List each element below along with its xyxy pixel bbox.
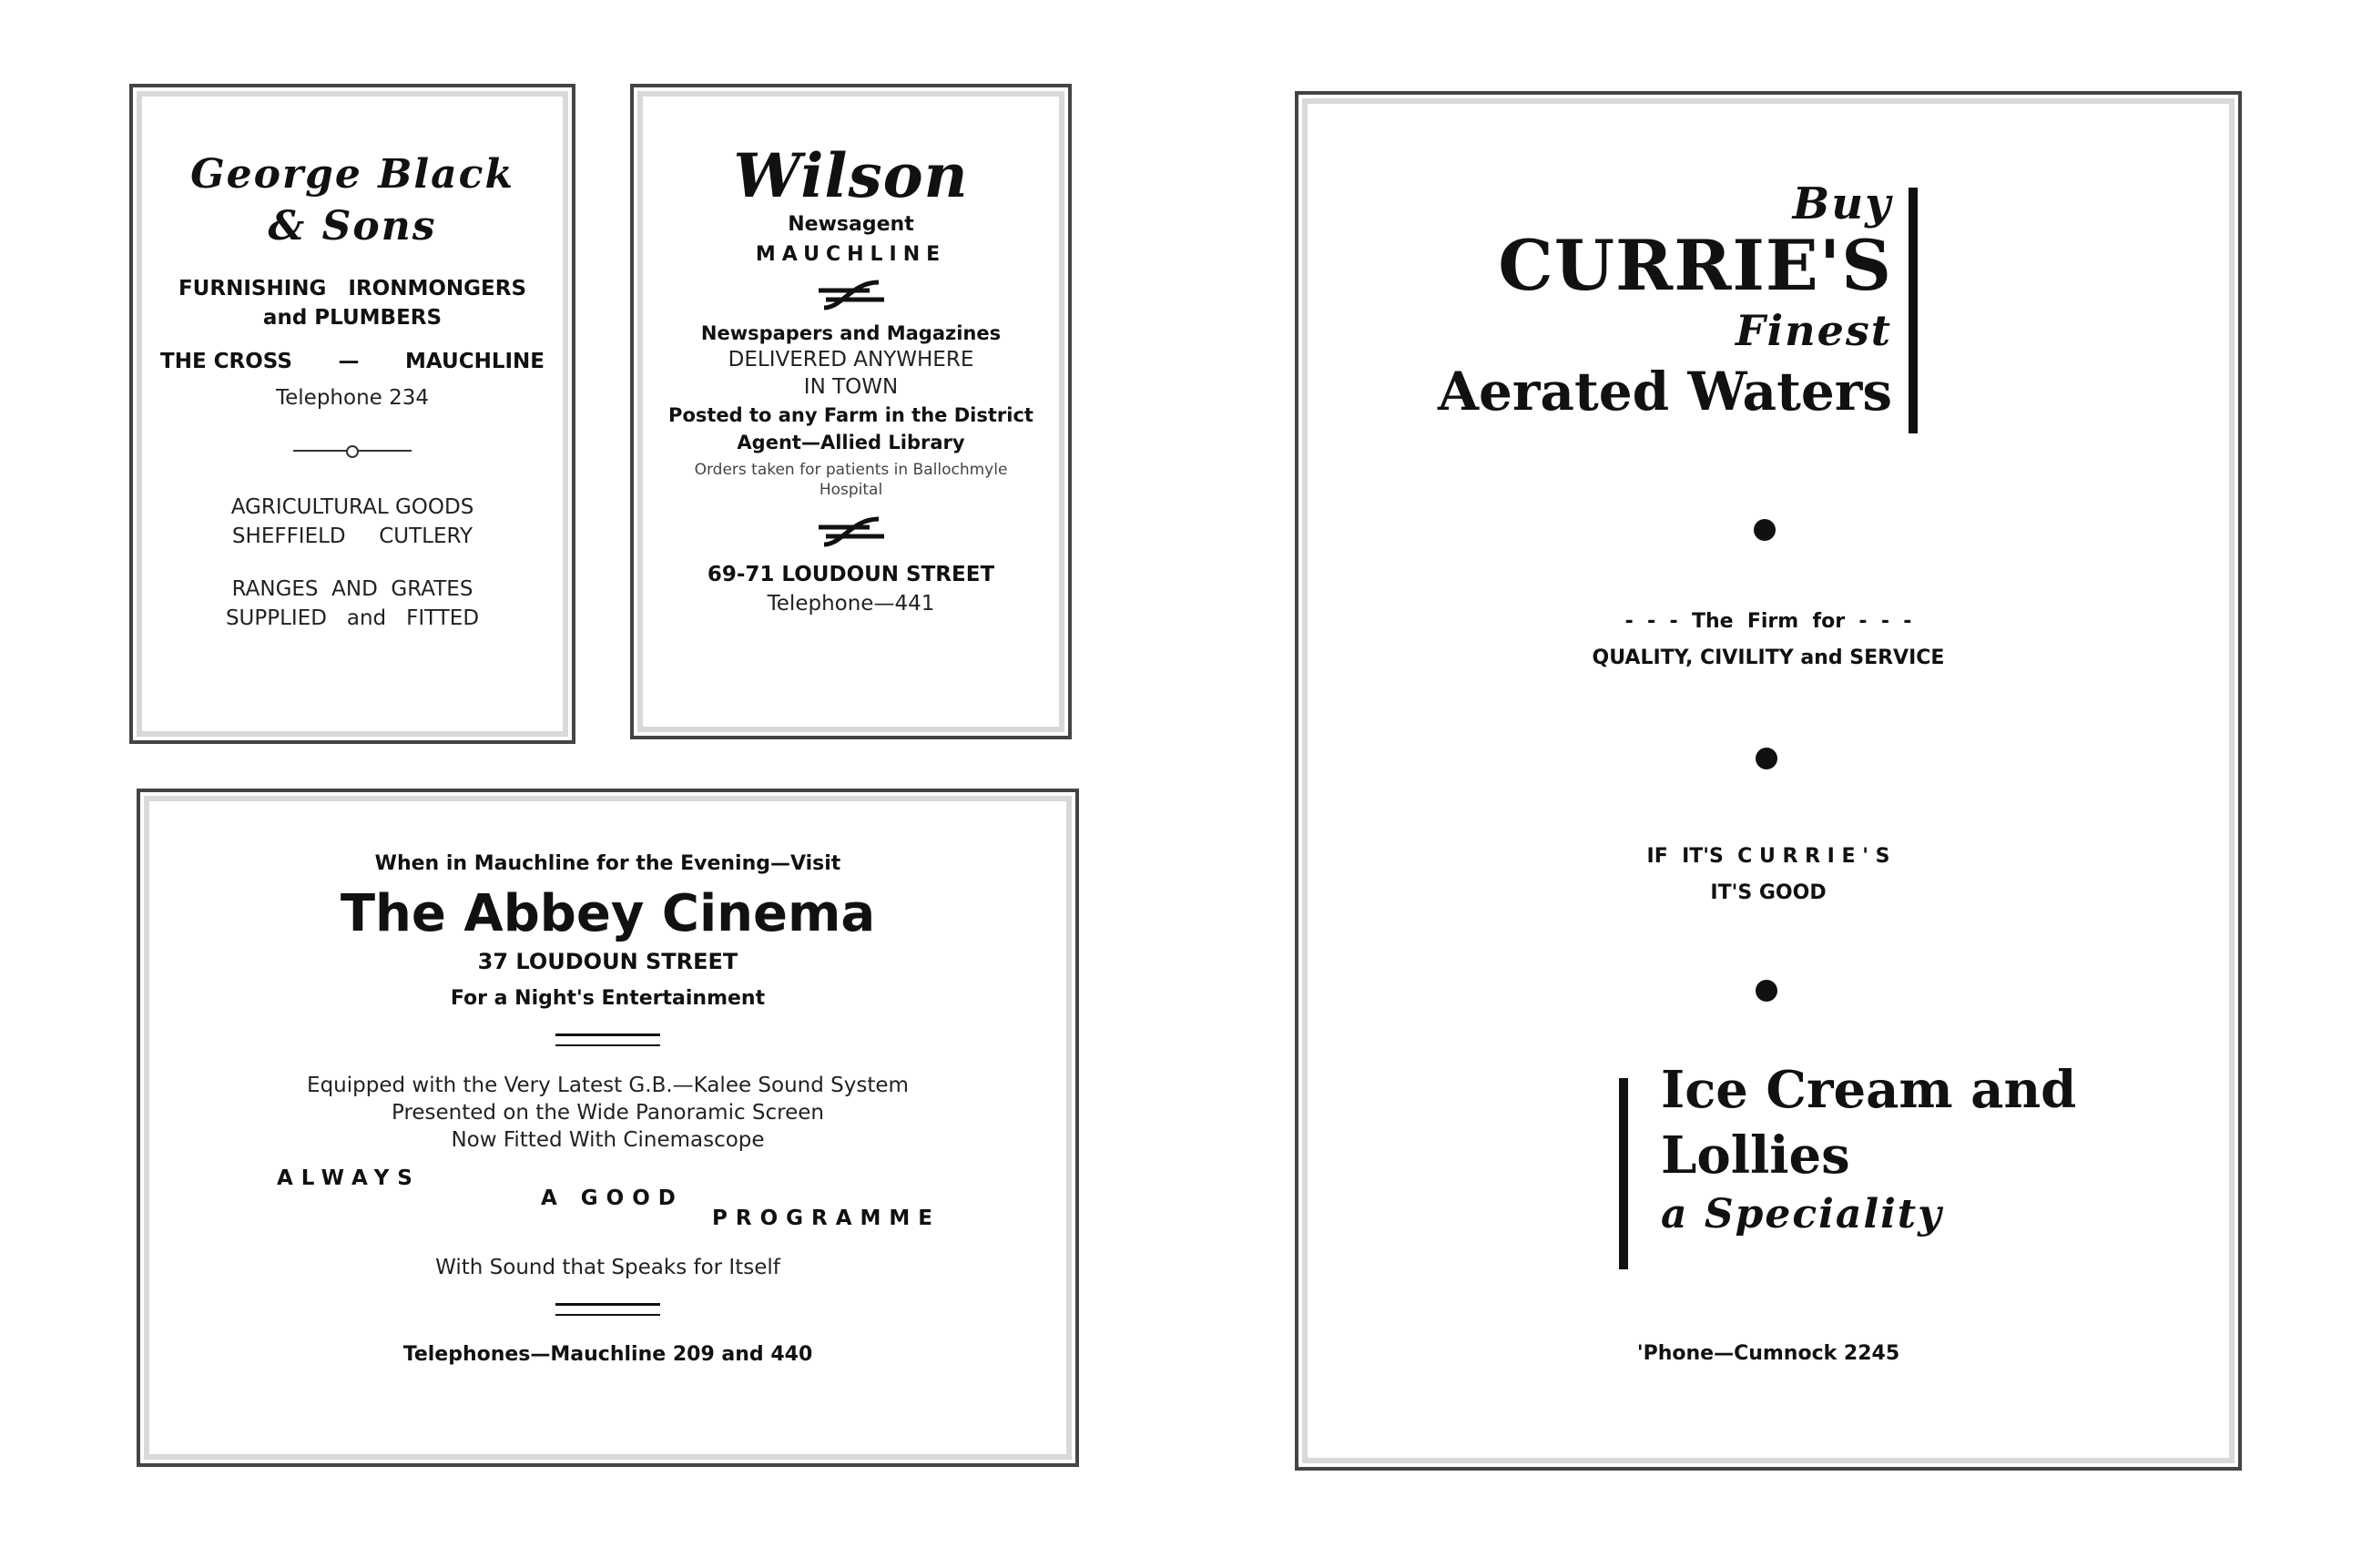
abbey-equip-2: Presented on the Wide Panoramic Screen <box>391 1101 824 1125</box>
george-black-trade-1: FURNISHING IRONMONGERS <box>178 277 527 300</box>
abbey-always: ALWAYS <box>277 1166 421 1190</box>
wilson-line-2: DELIVERED ANYWHERE <box>728 348 974 372</box>
george-black-ad <box>129 84 575 744</box>
george-black-telephone: Telephone 234 <box>275 386 430 410</box>
double-rule-divider <box>555 1033 660 1046</box>
george-black-goods-3: RANGES AND GRATES <box>231 577 473 601</box>
wilson-line-4: Posted to any Farm in the District <box>668 404 1033 426</box>
george-black-trade-2: and PLUMBERS <box>262 306 443 330</box>
wilson-ad <box>630 84 1072 739</box>
abbey-programme: PROGRAMME <box>712 1207 941 1230</box>
bottom-vertical-bar <box>1619 1078 1628 1269</box>
wilson-line-5: Agent—Allied Library <box>737 432 965 453</box>
curries-good-line: IT'S GOOD <box>1710 881 1827 904</box>
george-black-title-1: George Black <box>190 151 514 198</box>
abbey-sound: With Sound that Speaks for Itself <box>435 1256 780 1279</box>
curries-brand: CURRIE'S <box>1498 225 1892 306</box>
curries-phone: 'Phone—Cumnock 2245 <box>1636 1342 1900 1365</box>
bullet-dot-icon <box>1754 519 1776 541</box>
wilson-subtitle: Newsagent <box>788 213 914 236</box>
george-black-address <box>133 350 572 373</box>
wilson-line-6: Orders taken for patients in Ballochmyle <box>694 461 1008 479</box>
bullet-dot-icon <box>1756 980 1777 1002</box>
curries-ice-1: Ice Cream and <box>1661 1060 2077 1120</box>
double-rule-divider <box>555 1303 660 1316</box>
curries-if-line: IF IT'S C U R R I E ' S <box>1646 845 1890 868</box>
wilson-address: 69-71 LOUDOUN STREET <box>707 563 995 586</box>
swoosh-ornament-icon <box>815 279 888 311</box>
curries-finest: Finest <box>1736 305 1892 355</box>
circle-divider-icon <box>293 444 412 457</box>
curries-ice-2: Lollies <box>1661 1125 1850 1186</box>
curries-quality: QUALITY, CIVILITY and SERVICE <box>1592 647 1945 669</box>
abbey-tagline: For a Night's Entertainment <box>450 987 766 1010</box>
abbey-telephones: Telephones—Mauchline 209 and 440 <box>402 1343 813 1366</box>
curries-aerated: Aerated Waters <box>1437 360 1892 423</box>
abbey-address: 37 LOUDOUN STREET <box>477 949 738 974</box>
george-black-goods-1: AGRICULTURAL GOODS <box>230 495 474 519</box>
wilson-line-3: IN TOWN <box>803 375 899 399</box>
abbey-equip-1: Equipped with the Very Latest G.B.—Kalee Sound System <box>307 1074 909 1097</box>
swoosh-ornament-icon <box>815 515 888 548</box>
wilson-line-7: Hospital <box>819 481 883 499</box>
george-black-goods-2: SHEFFIELD CUTLERY <box>231 524 473 548</box>
bullet-dot-icon <box>1756 748 1777 769</box>
abbey-cinema-ad <box>137 789 1079 1467</box>
abbey-slogan <box>140 1161 1075 1243</box>
abbey-title: The Abbey Cinema <box>340 884 876 943</box>
curries-top-block <box>1438 178 1892 423</box>
curries-bottom-block <box>1661 1060 2076 1237</box>
wilson-town: MAUCHLINE <box>755 243 947 266</box>
george-black-address-right: MAUCHLINE <box>405 350 545 373</box>
wilson-title: Wilson <box>733 140 969 211</box>
curries-firm-line: - - - The Firm for - - - <box>1624 610 1912 633</box>
george-black-address-left: THE CROSS <box>160 350 292 373</box>
george-black-goods-4: SUPPLIED and FITTED <box>225 606 480 630</box>
abbey-a-good: A GOOD <box>541 1186 684 1210</box>
curries-buy: Buy <box>1792 178 1892 229</box>
abbey-equip-3: Now Fitted With Cinemascope <box>451 1128 765 1152</box>
wilson-line-1: Newspapers and Magazines <box>700 322 1002 344</box>
george-black-address-dash: — <box>338 350 360 373</box>
top-vertical-bar <box>1909 188 1918 433</box>
abbey-intro: When in Mauchline for the Evening—Visit <box>374 852 841 875</box>
curries-ad <box>1295 91 2242 1471</box>
curries-speciality: a Speciality <box>1661 1191 1943 1237</box>
wilson-telephone: Telephone—441 <box>767 592 935 616</box>
george-black-title-2: & Sons <box>268 203 437 249</box>
